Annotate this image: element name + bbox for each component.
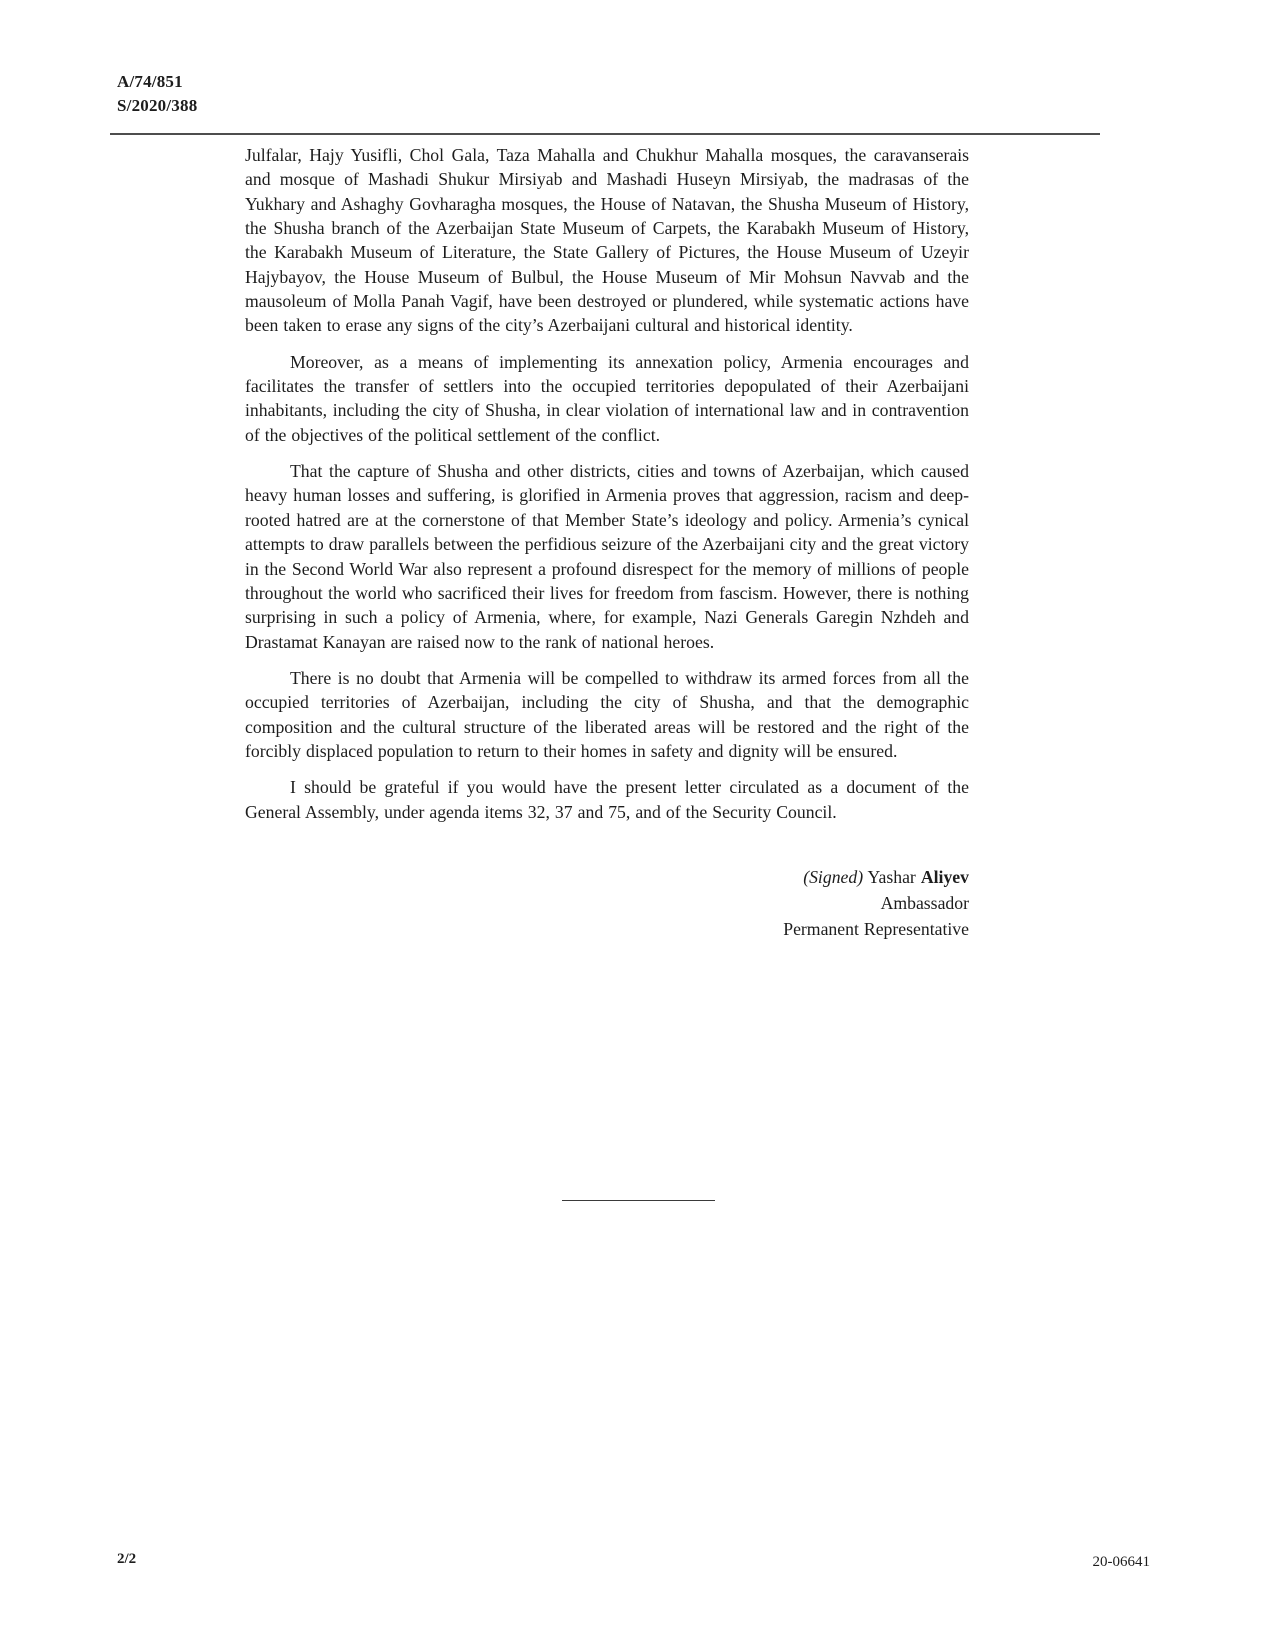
- body-paragraph: Moreover, as a means of implementing its annexation policy, Armenia encourages and facilitates the transfer of settlers into the occupied territories depopulated of their Azerbaijani inhabitants, including the city of Shusha, in clear violation of international law and in contravention of the objectives of the political settlement of the conflict.: [245, 351, 969, 445]
- letter-body: [245, 143, 969, 942]
- signatory-role: Permanent Representative: [783, 918, 969, 939]
- signatory-first-name: Yashar: [867, 866, 916, 887]
- body-paragraph: I should be grateful if you would have the present letter circulated as a document of the General Assembly, under agenda items 32, 37 and 75, and of the Security Council.: [245, 777, 969, 822]
- body-paragraph: That the capture of Shusha and other districts, cities and towns of Azerbaijan, which caused heavy human losses and suffering, is glorified in Armenia proves that aggression, racism and deep-rooted hatred are at the cornerstone of that Member State’s ideology and policy. Armenia’s cynical attempts to draw parallels between the perfidious seizure of the Azerbaijani city and the great victory in the Second World War also represent a profound disrespect for the memory of millions of people throughout the world who sacrificed their lives for freedom from fascism. However, there is nothing surprising in such a policy of Armenia, where, for example, Nazi Generals Garegin Nzhdeh and Drastamat Kanayan are raised now to the rank of national heroes.: [245, 461, 969, 652]
- end-of-letter-divider: [562, 1200, 715, 1201]
- header-rule: [110, 133, 1100, 135]
- body-paragraph: There is no doubt that Armenia will be compelled to withdraw its armed forces from all the occupied territories of Azerbaijan, including the city of Shusha, and that the demographic composition and the cultural structure of the liberated areas will be restored and the right of the forcibly displaced population to return to their homes in safety and dignity will be ensured.: [245, 667, 969, 761]
- page-number: 2/2: [117, 1551, 137, 1567]
- document-number: 20-06641: [1092, 1554, 1150, 1570]
- doc-symbol-line1: A/74/851: [117, 72, 183, 91]
- body-paragraph: Julfalar, Hajy Yusifli, Chol Gala, Taza Mahalla and Chukhur Mahalla mosques, the caravanserais and mosque of Mashadi Shukur Mirsiyab and Mashadi Huseyn Mirsiyab, the madrasas of the Yukhary and Ashaghy Govharagha mosques, the House of Natavan, the Shusha Museum of History, the Shusha branch of the Azerbaijan State Museum of Carpets, the Karabakh Museum of History, the Karabakh Museum of Literature, the State Gallery of Pictures, the House Museum of Uzeyir Hajybayov, the House Museum of Bulbul, the House Museum of Mir Mohsun Navvab and the mausoleum of Molla Panah Vagif, have been destroyed or plundered, while systematic actions have been taken to erase any signs of the city’s Azerbaijani cultural and historical identity.: [245, 145, 969, 336]
- signatory-title: Ambassador: [880, 892, 969, 913]
- doc-symbol-line2: S/2020/388: [117, 96, 198, 115]
- signed-label: (Signed): [803, 866, 864, 887]
- doc-symbol-header: [117, 70, 197, 118]
- signature-line: [245, 864, 969, 890]
- signatory-surname: Aliyev: [920, 866, 969, 887]
- signature-block: [245, 864, 969, 942]
